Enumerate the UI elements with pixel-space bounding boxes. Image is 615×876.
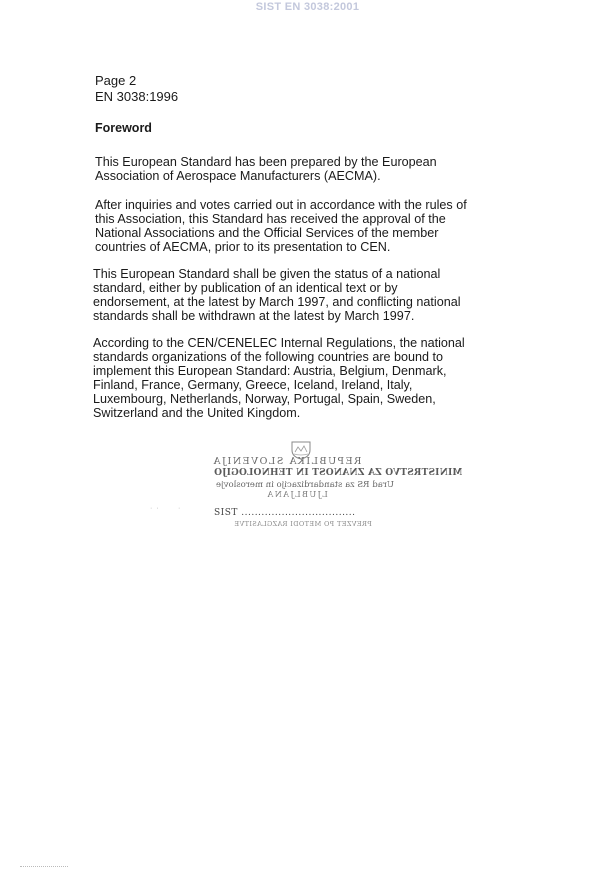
text-line: Finland, France, Germany, Greece, Iceland, Ireland, Italy, (93, 378, 413, 392)
text-line: implement this European Standard: Austria, Belgium, Denmark, (93, 364, 447, 378)
stamp-line-6: PREVZET PO METODI RAZGLASITVE (234, 520, 372, 528)
paragraph-1 (95, 155, 437, 183)
text-line: After inquiries and votes carried out in accordance with the rules of (95, 198, 467, 212)
text-line: endorsement, at the latest by March 1997, and conflicting national (93, 295, 461, 309)
text-line: standards organizations of the following countries are bound to (93, 350, 444, 364)
stamp-line-5: SIST .................................. (214, 508, 356, 518)
stamp-line-4: LJUBLJANA (266, 490, 328, 499)
document-id: EN 3038:1996 (95, 89, 179, 104)
section-heading: Foreword (95, 121, 152, 135)
text-line: this Association, this Standard has received the approval of the (95, 212, 446, 226)
stamp-line-1: REPUBLIKA SLOVENIJA (212, 456, 362, 467)
text-line: standard, either by publication of an identical text or by (93, 281, 398, 295)
paragraph-3 (93, 267, 461, 323)
text-line: Luxembourg, Netherlands, Norway, Portugal, Spain, Sweden, (93, 392, 436, 406)
stamp-line-2: MINISTRSTVO ZA ZNANOST IN TEHNOLOGIJO (214, 468, 463, 478)
text-line: standards shall be withdrawn at the latest by March 1997. (93, 309, 415, 323)
text-line: countries of AECMA, prior to its presentation to CEN. (95, 240, 391, 254)
page-number: Page 2 (95, 73, 137, 88)
scan-specks: · · · (150, 505, 181, 512)
official-stamp (200, 440, 463, 532)
text-line: This European Standard shall be given the status of a national (93, 267, 441, 281)
stamp-line-3: Urad RS za standardizacijo in meroslovje (216, 480, 394, 490)
text-line: National Associations and the Official Services of the member (95, 226, 439, 240)
text-line: Switzerland and the United Kingdom. (93, 406, 301, 420)
text-line: Association of Aerospace Manufacturers (AECMA). (95, 169, 381, 183)
paragraph-2 (95, 198, 467, 254)
paragraph-4 (93, 336, 465, 420)
scan-mark (20, 866, 68, 868)
page-header (95, 73, 178, 105)
text-line: This European Standard has been prepared by the European (95, 155, 437, 169)
watermark: SIST EN 3038:2001 (255, 1, 360, 13)
text-line: According to the CEN/CENELEC Internal Regulations, the national (93, 336, 465, 350)
